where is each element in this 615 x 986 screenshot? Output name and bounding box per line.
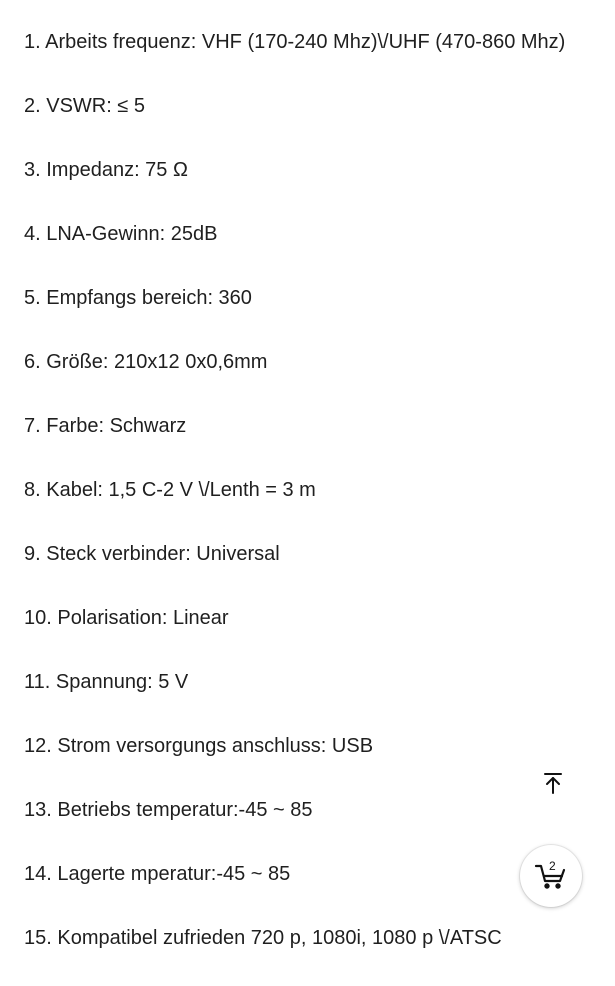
spec-item-reception-range: 5. Empfangs bereich: 360 [24,287,252,309]
spec-item-color: 7. Farbe: Schwarz [24,415,187,437]
spec-list [24,26,584,986]
scroll-to-top-button[interactable] [532,762,574,804]
spec-item-lna-gain: 4. LNA-Gewinn: 25dB [24,223,218,245]
spec-item-frequency: 1. Arbeits frequenz: VHF (170-240 Mhz)\/UHF (470-860 Mhz) [24,31,566,53]
cart-icon-wrapper [534,861,568,891]
spec-item-vswr: 2. VSWR: ≤ 5 [24,95,146,117]
cart-button[interactable] [520,845,582,907]
spec-item-impedance: 3. Impedanz: 75 Ω [24,159,188,181]
spec-item-compatibility: 15. Kompatibel zufrieden 720 p, 1080i, 1080 p \/ATSC [24,927,502,949]
spec-item-operating-temperature: 13. Betriebs temperatur:-45 ~ 85 [24,799,313,821]
spec-item-voltage: 11. Spannung: 5 V [24,671,189,693]
spec-item-polarization: 10. Polarisation: Linear [24,607,229,629]
spec-item-size: 6. Größe: 210x12 0x0,6mm [24,351,268,373]
arrow-up-to-line-icon [541,771,565,795]
spec-item-storage-temperature: 14. Lagerte mperatur:-45 ~ 85 [24,863,291,885]
spec-item-power-port: 12. Strom versorgungs anschluss: USB [24,735,374,757]
cart-count-badge: 2 [549,859,556,873]
spec-item-cable: 8. Kabel: 1,5 C-2 V \/Lenth = 3 m [24,479,316,501]
spec-item-connector: 9. Steck verbinder: Universal [24,543,280,565]
